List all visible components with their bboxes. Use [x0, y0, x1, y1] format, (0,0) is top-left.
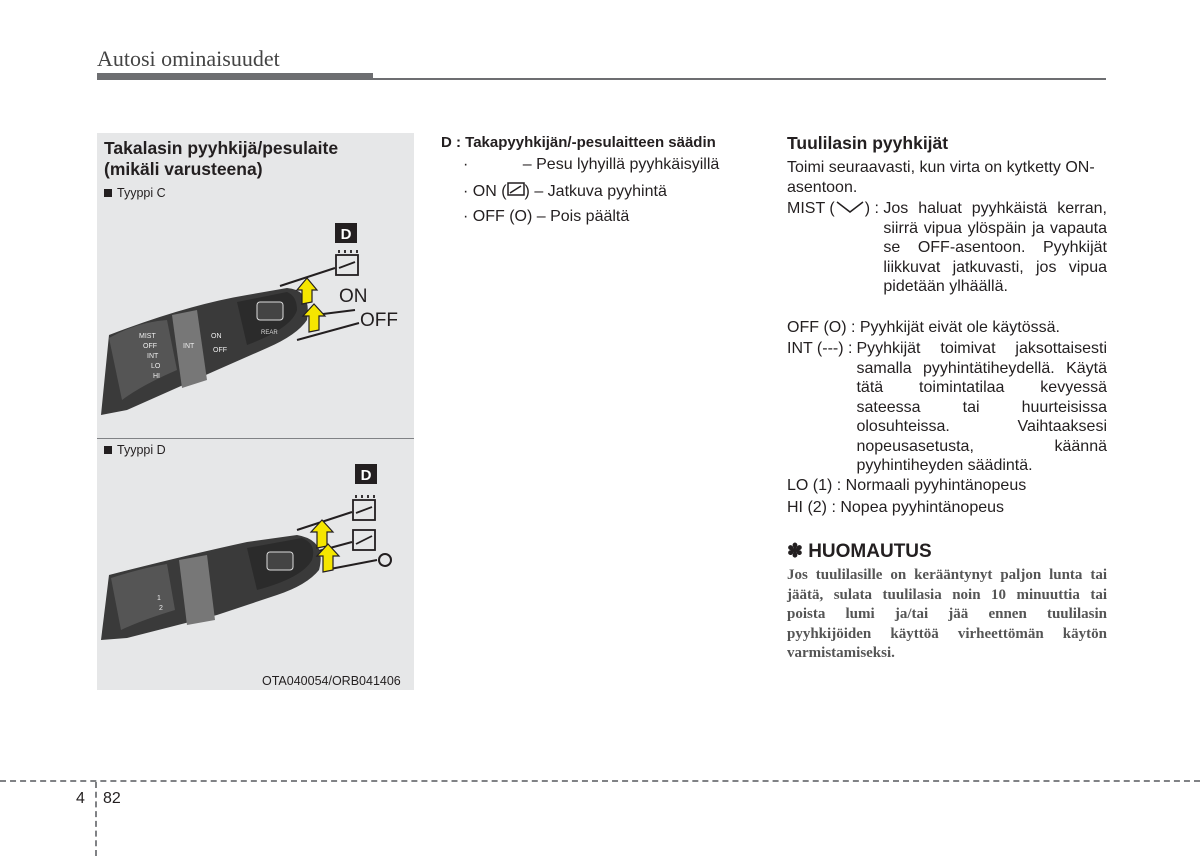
mist-wash-line	[463, 156, 719, 174]
type-c-label	[104, 186, 166, 200]
off-line: · OFF (O) – Pois päältä	[463, 208, 630, 225]
footer-rule	[0, 780, 1200, 782]
lever-c-label-hi: HI	[153, 373, 160, 380]
note-title: ✽ HUOMAUTUS	[787, 541, 932, 562]
lever-c-label-mist: MIST	[139, 333, 156, 340]
windshield-wiper-heading: Tuulilasin pyyhkijät	[787, 133, 949, 153]
lo-item: LO (1) : Normaali pyyhintänopeus	[787, 477, 1027, 494]
page-number: 82	[103, 790, 121, 807]
wiper-icon	[353, 530, 375, 550]
int-label: INT (---) :	[787, 340, 853, 357]
hi-item: HI (2) : Nopea pyyhintänopeus	[787, 499, 1005, 516]
int-item	[787, 339, 1107, 476]
figure-heading	[104, 138, 404, 180]
off-item: OFF (O) : Pyyhkijät eivät ole käytössä.	[787, 319, 1060, 336]
rear-control-heading: D : Takapyyhkijän/-pesulaitteen säädin	[441, 134, 716, 151]
d-badge-text: D	[360, 467, 372, 484]
note-body: Jos tuulilasille on kerääntynyt paljon lunta tai jäätä, sulata tuulilasia noin 10 minuuttia tai poista lumi ja/tai jää ennen tuulilasin pyyhkijöiden käyttöä virheettömän käytön varmistamiseksi.	[787, 567, 1107, 661]
washer-icon	[353, 495, 375, 520]
lever-c-label-off: OFF	[143, 343, 157, 350]
lever-c-label-on: ON	[211, 333, 222, 340]
mist-item	[787, 199, 1107, 297]
figure-heading-line1: Takalasin pyyhkijä/pesulaite	[104, 138, 339, 158]
on-line-post: ) – Jatkuva pyyhintä	[524, 183, 667, 200]
on-line-pre: · ON (	[463, 183, 507, 200]
bullet-square-icon	[104, 446, 112, 454]
figure-divider	[97, 438, 414, 439]
mist-wash-dot: ·	[463, 156, 469, 173]
header-rule-thin	[373, 78, 1106, 80]
washer-icon	[336, 250, 358, 275]
wiper-intro: Toimi seuraavasti, kun virta on kytketty ON-asentoon.	[787, 159, 1095, 196]
bullet-square-icon	[104, 189, 112, 197]
mist-wash-text: – Pesu lyhyillä pyyhkäisyillä	[522, 156, 720, 173]
type-c-text: Tyyppi C	[117, 186, 166, 200]
lever-d-label-1: 1	[157, 595, 161, 602]
lever-c-label-int2: INT	[183, 343, 195, 350]
lever-d-label-2: 2	[159, 605, 163, 612]
footer-divider	[95, 782, 97, 856]
d-badge-text: D	[340, 226, 352, 243]
lever-c-label-off2: OFF	[213, 347, 227, 354]
rear-wiper-icon	[267, 552, 293, 570]
mist-text: Jos haluat pyyhkäistä kerran, siirrä vipua ylöspäin ja vapauta se OFF-asentoon. Pyyhkijät liikkuvat jatkuvasti, jos vipua pidetään ylhäällä.	[883, 200, 1107, 295]
header-rule-thick	[97, 73, 373, 80]
lever-c-label-int: INT	[147, 353, 159, 360]
chapter-number: 4	[76, 790, 85, 807]
rear-label: REAR	[261, 330, 278, 336]
figure-caption: OTA040054/ORB041406	[262, 674, 401, 688]
int-text: Pyyhkijät toimivat jaksottaisesti samalla pyyhintätiheydellä. Käytä tätä toimintatilaa kevyessä sateessa tai huurteisissa olosuhteissa. Vaihtaaksesi nopeusasetusta, käännä pyyhintiheyden säädintä.	[856, 340, 1107, 474]
lever-illustration-type-d	[97, 460, 414, 670]
mist-label-pre: MIST (	[787, 200, 835, 217]
rear-wiper-icon	[257, 302, 283, 320]
page-header-title: Autosi ominaisuudet	[97, 46, 280, 71]
mist-label-post: ) :	[864, 200, 879, 217]
off-circle-icon	[379, 554, 391, 566]
lever-illustration-type-c	[97, 210, 414, 435]
on-line	[463, 182, 667, 201]
type-d-label	[104, 443, 166, 457]
type-d-text: Tyyppi D	[117, 443, 166, 457]
mist-label	[787, 199, 883, 297]
on-label: ON	[339, 286, 368, 307]
figure-heading-line2: (mikäli varusteena)	[104, 159, 263, 179]
off-label: OFF	[360, 310, 398, 331]
lever-c-label-lo: LO	[151, 363, 161, 370]
rear-wiper-icon	[507, 182, 525, 198]
mist-chevron-icon	[835, 200, 865, 214]
